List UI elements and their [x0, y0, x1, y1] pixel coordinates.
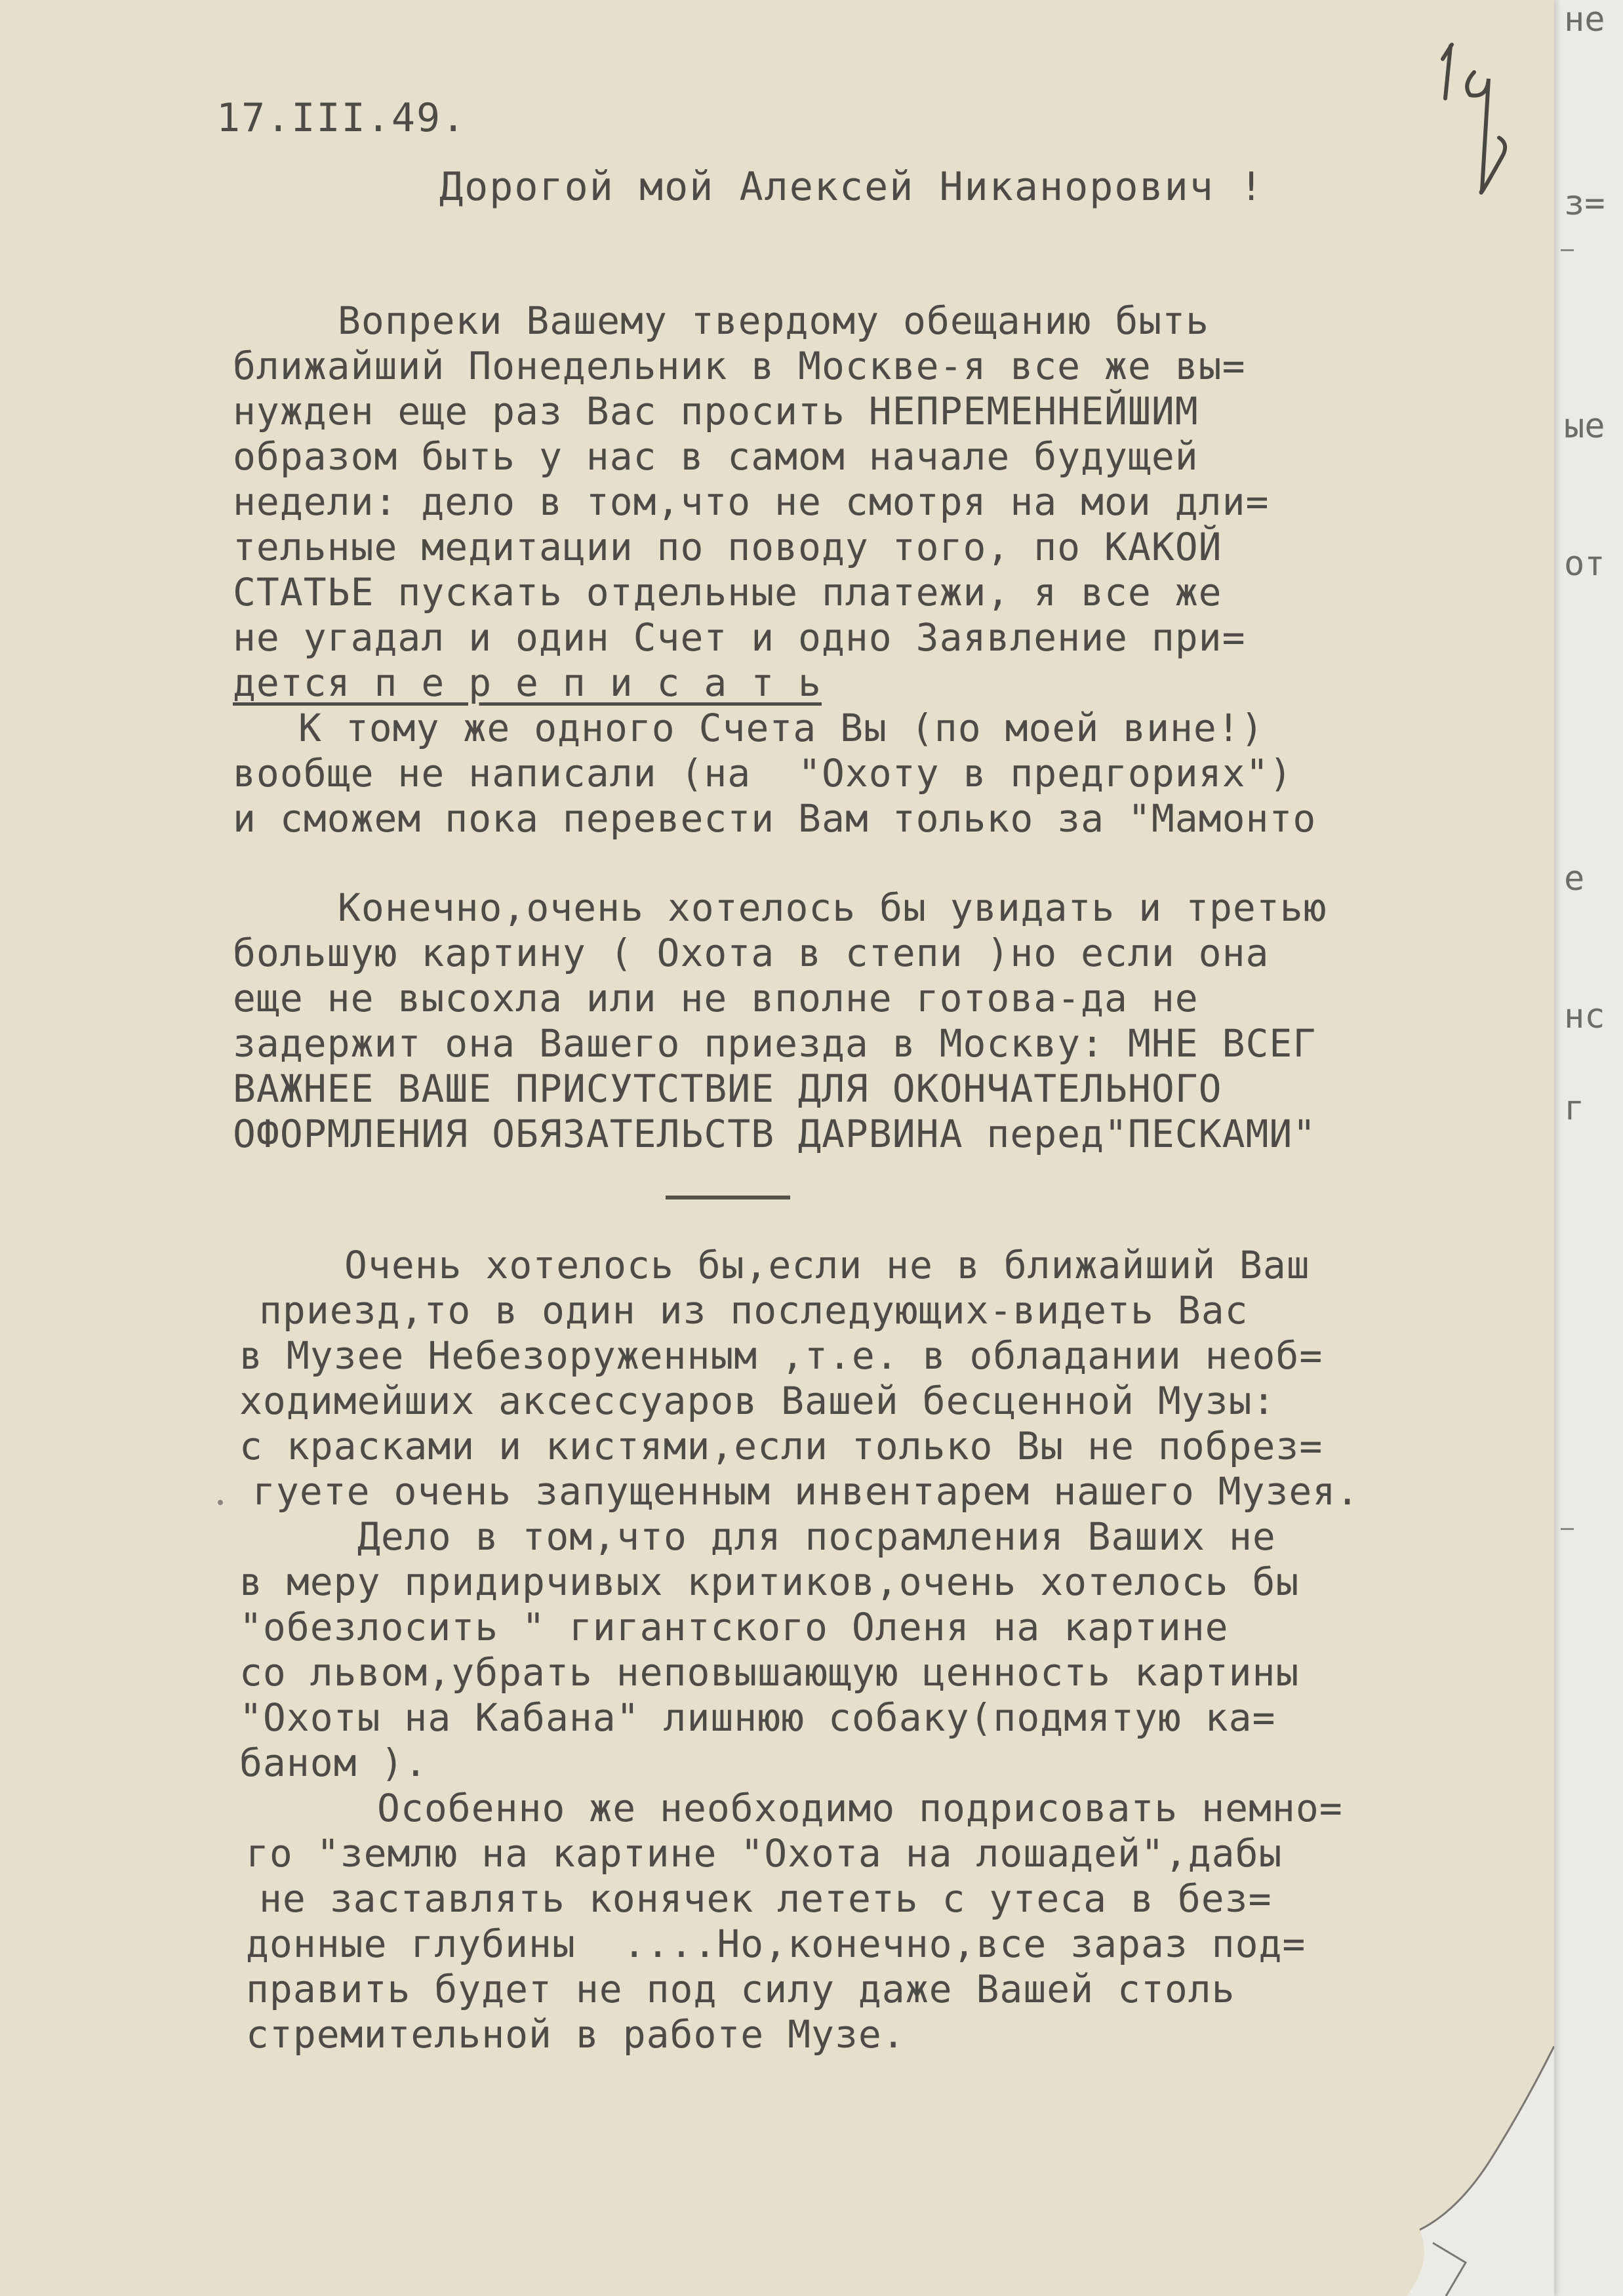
text-line: большую картину ( Охота в степи )но если она [233, 931, 1270, 975]
text-line: еще не высохла или не вполне готова-да не [233, 976, 1199, 1020]
text-line: в Музее Небезоруженным ,т.е. в обладании необ= [239, 1333, 1323, 1378]
text-line: ближайший Понедельник в Москве-я все же вы= [233, 344, 1246, 388]
text-line: "Охоты на Кабана" лишнюю собаку(подмятую ка= [239, 1695, 1276, 1740]
paragraph-6 [246, 1786, 1571, 2057]
paragraph-4 [239, 1243, 1564, 1514]
text-line: и сможем пока перевести Вам только за "Мамонто [233, 796, 1317, 841]
paragraph-5 [239, 1514, 1564, 1786]
text-line: гуете очень запущенным инвентарем нашего Музея. [252, 1469, 1360, 1514]
letter-date: 17.III.49. [216, 95, 467, 141]
text-line: не заставлять конячек лететь с утеса в без= [259, 1876, 1272, 1921]
text-line: го "землю на картине "Охота на лошадей",дабы [246, 1831, 1283, 1876]
text-line: Дело в том,что для посрамления Ваших не [357, 1514, 1276, 1559]
section-separator [666, 1196, 790, 1199]
text-line: недели: дело в том,что не смотря на мои дли= [233, 479, 1270, 524]
text-line: баном ). [239, 1741, 428, 1785]
text-line: дется п е р е п и с а т ь [233, 660, 822, 705]
folded-corner [1393, 2046, 1554, 2296]
edge-fragment: нс [1564, 997, 1605, 1036]
text-line: образом быть у нас в самом начале будущей [233, 434, 1199, 479]
text-line: ходимейших аксессуаров Вашей бесценной Музы: [239, 1379, 1276, 1423]
text-line: Вопреки Вашему твердому обещанию быть [338, 298, 1210, 343]
text-line: стремительной в работе Музе. [246, 2012, 906, 2057]
text-line: ВАЖНЕЕ ВАШЕ ПРИСУТСТВИЕ ДЛЯ ОКОНЧАТЕЛЬНОГО [233, 1066, 1222, 1111]
text-line: править будет не под силу даже Вашей столь [246, 1967, 1235, 2011]
text-line: К тому же одного Счета Вы (по моей вине!) [298, 706, 1264, 750]
text-line: Очень хотелось бы,если не в ближайший Ваш [344, 1243, 1310, 1287]
edge-fragment: ые [1564, 407, 1605, 446]
text-line: задержит она Вашего приезда в Москву: МНЕ ВСЕГ [233, 1021, 1317, 1066]
text-line: в меру придирчивых критиков,очень хотелось бы [239, 1560, 1300, 1604]
text-line: приезд,то в один из последующих-видеть Вас [259, 1288, 1249, 1333]
salutation: Дорогой мой Алексей Никанорович ! [439, 164, 1265, 210]
text-line: со львом,убрать неповышающую ценность картины [239, 1650, 1300, 1695]
text-line: тельные медитации по поводу того, по КАКОЙ [233, 525, 1222, 569]
edge-fragment: не [1564, 0, 1605, 39]
edge-fragment: е [1564, 859, 1585, 898]
edge-fragment: з= [1564, 184, 1605, 223]
margin-mark [218, 1500, 223, 1505]
text-line: не угадал и один Счет и одно Заявление при= [233, 615, 1246, 660]
edge-mark [1561, 249, 1574, 251]
text-line: Особенно же необходимо подрисовать немно= [377, 1786, 1343, 1830]
text-line: донные глубины ....Но,конечно,все зараз под= [246, 1922, 1306, 1966]
text-line: нужден еще раз Вас просить НЕПРЕМЕННЕЙШИМ [233, 389, 1199, 433]
text-line: с красками и кистями,если только Вы не побрез= [239, 1424, 1323, 1468]
edge-fragment: г [1564, 1089, 1585, 1128]
text-line: Конечно,очень хотелось бы увидать и третью [338, 885, 1327, 930]
text-line: СТАТЬЕ пускать отдельные платежи, я все же [233, 570, 1222, 614]
edge-fragment: от [1564, 544, 1605, 584]
folio-number-handwritten [1436, 39, 1521, 197]
paragraph-2 [233, 706, 1557, 841]
text-line: "обезлосить " гигантского Оленя на картине [239, 1605, 1229, 1649]
text-line: ОФОРМЛЕНИЯ ОБЯЗАТЕЛЬСТВ ДАРВИНА перед"ПЕСКАМИ" [233, 1112, 1317, 1156]
paragraph-1 [233, 298, 1557, 706]
paragraph-3 [233, 885, 1557, 1157]
text-line: вообще не написали (на "Охоту в предгориях") [233, 751, 1293, 796]
